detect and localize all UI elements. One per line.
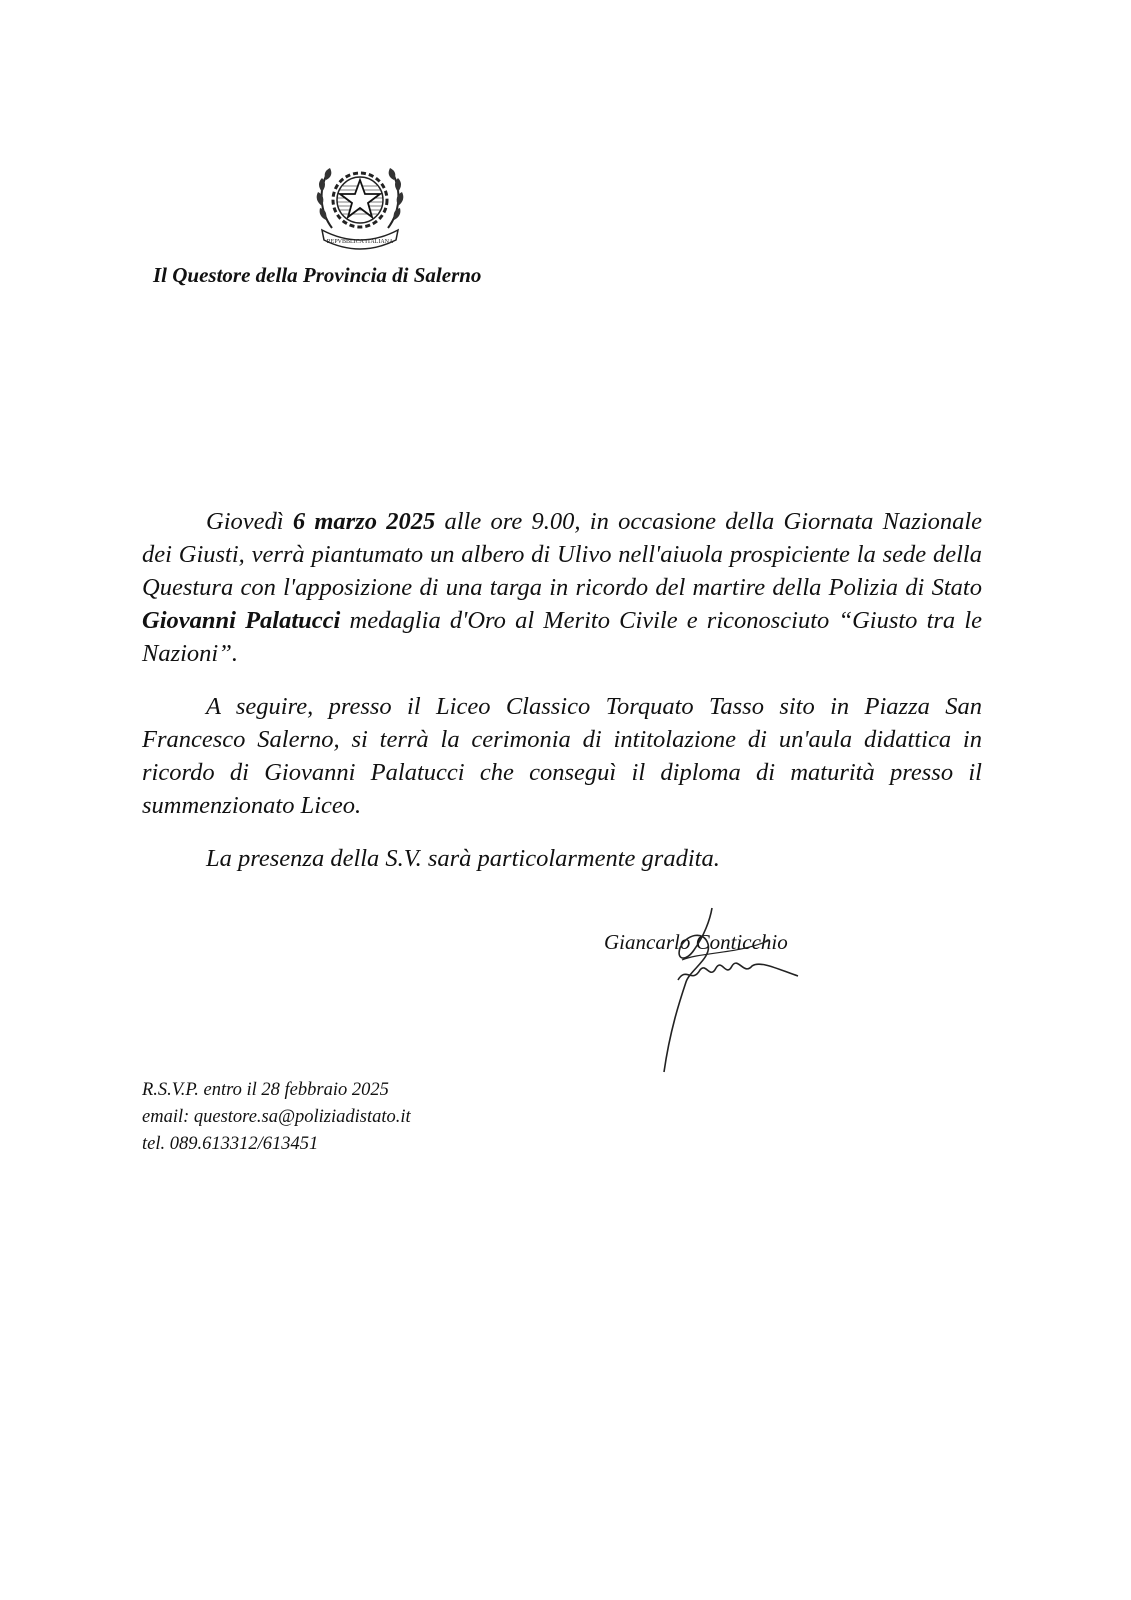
handwritten-signature-icon: [620, 900, 820, 1085]
event-date: 6 marzo 2025: [292, 508, 436, 535]
italian-republic-emblem-icon: [312, 150, 408, 254]
rsvp-phone: tel. 089.613312/613451: [142, 1134, 319, 1154]
rsvp-block: [142, 1077, 411, 1158]
issuer-heading: Il Questore della Provincia di Salerno: [153, 263, 482, 287]
closing-line: La presenza della S.V. sarà particolarmente gradita.: [206, 845, 720, 872]
letter-body: [142, 505, 982, 875]
text-span: medaglia d'Oro al Merito Civile e riconosciuto “Giusto tra le Nazioni”.: [142, 607, 982, 667]
text-span: Giovedì: [206, 508, 293, 535]
rsvp-email: email: questore.sa@poliziadistato.it: [142, 1107, 411, 1127]
paragraph-event: [142, 505, 982, 670]
signatory-name: Giancarlo Conticchio: [604, 930, 788, 954]
honoree-name: Giovanni Palatucci: [142, 607, 341, 634]
paragraph-ceremony: A seguire, presso il Liceo Classico Torquato Tasso sito in Piazza San Francesco Salerno, si terrà la cerimonia di intitolazione di un'aula didattica in ricordo di Giovanni Palatucci che conseguì il diploma di maturità presso il summenzionato Liceo.: [142, 693, 982, 819]
rsvp-deadline: R.S.V.P. entro il 28 febbraio 2025: [142, 1080, 389, 1100]
svg-text:REPVBBLICA ITALIANA: REPVBBLICA ITALIANA: [326, 239, 394, 245]
text-span: alle ore 9.00, in occasione della Giornata Nazionale dei Giusti, verrà piantumato un albero di Ulivo nell'aiuola prospiciente la sede della Questura con l'apposizione di una targa in ricordo del martire della Polizia di Stato: [142, 508, 983, 601]
